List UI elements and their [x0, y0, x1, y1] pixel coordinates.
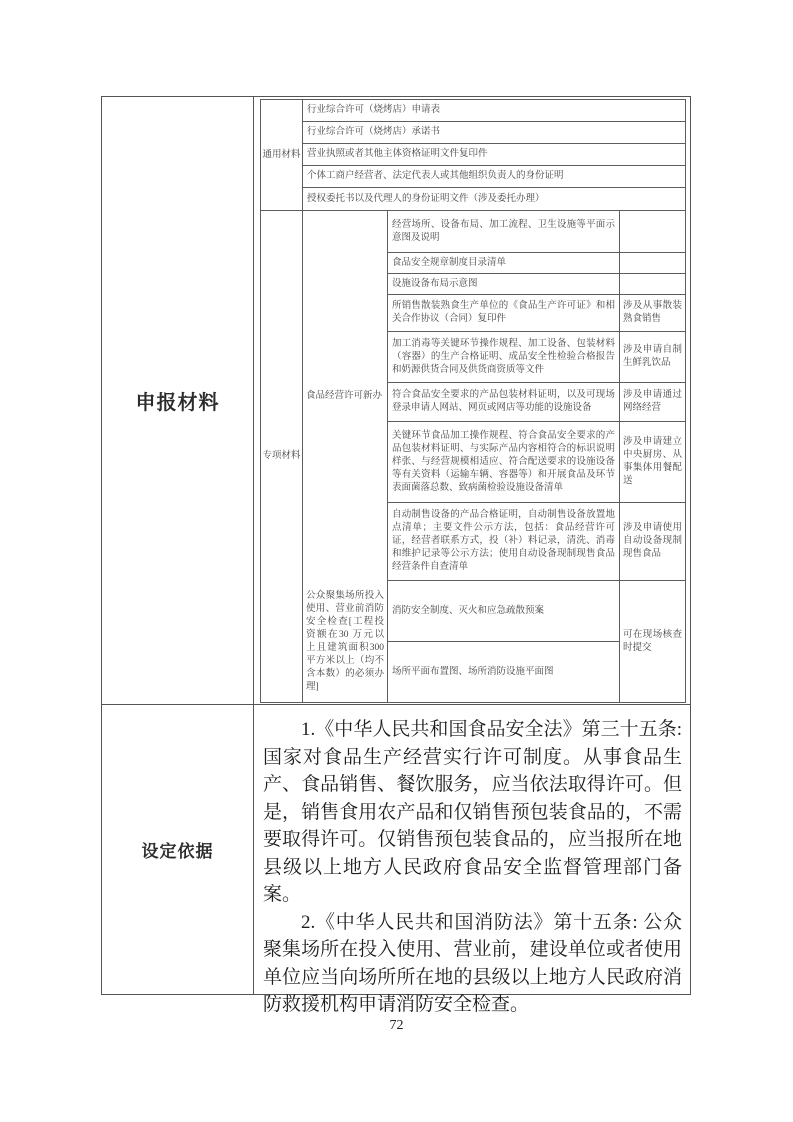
special-materials-body [303, 211, 685, 702]
material-row: 场所平面布置图、场所消防设施平面图 [392, 666, 554, 677]
material-cell: 符合食品安全要求的产品包装材料证明，以及可现场登录申请人网站、网页或网店等功能的设施设备 [388, 383, 620, 421]
food-license-rows [388, 211, 685, 581]
special-materials-section [261, 211, 685, 702]
material-row [388, 211, 685, 253]
common-materials-label: 通用材料 [261, 100, 303, 210]
material-row [388, 422, 685, 503]
fire-check-rows [388, 581, 620, 702]
material-row: 个体工商户经营者、法定代表人或其他组织负责人的身份证明 [303, 166, 685, 188]
legal-basis-paragraph: 1.《中华人民共和国食品安全法》第三十五条: 国家对食品生产经营实行许可制度。从事食品生产、食品销售、餐饮服务，应当依法取得许可。但是，销售食用农产品和仅销售预包装食品的，不需要取得许可。仅销售预包装食品的，应当报所在地县级以上地方人民政府食品安全监督管理部门备案。 [263, 719, 682, 905]
application-table [101, 96, 691, 1015]
material-row: 消防安全制度、灭火和应急疏散预案 [388, 581, 619, 642]
material-row: 行业综合许可（烧烤店）申请表 [303, 100, 685, 122]
materials-row [102, 97, 690, 704]
material-row [388, 332, 685, 383]
material-row [388, 383, 685, 422]
common-materials-rows [303, 100, 685, 210]
note-cell: 涉及申请通过网络经营 [623, 390, 682, 413]
materials-content [254, 97, 690, 704]
materials-inner-table [260, 99, 686, 703]
note-cell: 涉及申请自制生鲜乳饮品 [623, 345, 682, 368]
food-license-subsection [303, 211, 685, 581]
note-cell [620, 253, 685, 273]
material-cell: 加工消毒等关键环节操作规程、加工设备、包装材料（容器）的生产合格证明、成品安全性检验合格报告和奶源供货合同及供货商资质等文件 [388, 332, 620, 382]
legal-basis-row [102, 704, 690, 1015]
note-cell [620, 274, 685, 294]
note-cell: 涉及申请建立中央厨房、从事集体用餐配送 [623, 437, 682, 486]
material-cell: 关键环节食品加工操作规程、符合食品安全要求的产品包装材料证明、与实际产品内容相符合的标识说明样张、与经营规模相适应、符合配送要求的设施设备等有关资料（运输车辆、容器等）和开展食品及环节表面菌落总数、致病菌检验设施设备清单 [388, 422, 620, 502]
material-cell: 经营场所、设备布局、加工流程、卫生设施等平面示意图及说明 [388, 211, 620, 252]
fire-check-label: 公众聚集场所投入使用、营业前消防安全检查[工程投资额在30 万元以上且建筑面积300平方米以上（均不含本数）的必须办理] [303, 581, 388, 702]
material-cell: 自动制售设备的产品合格证明，自动制售设备放置地点清单；主要文件公示方法，包括：食品经营许可证，经营者联系方式，投（补）料记录，清洗、消毒和维护记录等公示方法；使用自动设备现制现售食品经营条件自查清单 [388, 503, 620, 580]
common-materials-section [261, 100, 685, 211]
materials-row-label: 申报材料 [102, 97, 254, 704]
food-license-label: 食品经营许可新办 [303, 211, 388, 581]
material-row [388, 253, 685, 274]
material-cell: 设施设备布局示意图 [388, 274, 620, 294]
note-cell [620, 211, 685, 252]
material-row: 营业执照或者其他主体资格证明文件复印件 [303, 144, 685, 166]
special-materials-label: 专项材料 [261, 211, 303, 702]
material-row: 行业综合许可（烧烤店）承诺书 [303, 122, 685, 144]
material-row [388, 274, 685, 295]
legal-basis-label: 设定依据 [102, 705, 254, 994]
material-cell: 食品安全规章制度目录清单 [388, 253, 620, 273]
fire-check-subsection [303, 581, 685, 702]
legal-basis-content [254, 705, 690, 1015]
note-cell: 涉及申请使用自动设备现制现售食品 [623, 523, 682, 559]
note-cell: 可在现场核查时提交 [623, 629, 682, 653]
material-row: 授权委托书以及代理人的身份证明文件（涉及委托办理） [307, 193, 545, 204]
material-row [388, 295, 685, 332]
note-cell: 涉及从事散装熟食销售 [623, 301, 682, 324]
material-row [388, 503, 685, 581]
legal-basis-paragraph: 2.《中华人民共和国消防法》第十五条: 公众聚集场所在投入使用、营业前，建设单位或者使用单位应当向场所所在地的县级以上地方人民政府消防救援机构申请消防安全检查。 [263, 911, 682, 1015]
material-cell: 所销售散装熟食生产单位的《食品生产许可证》和相关合作协议（合同）复印件 [388, 295, 620, 331]
page-number: 72 [389, 1018, 404, 1033]
